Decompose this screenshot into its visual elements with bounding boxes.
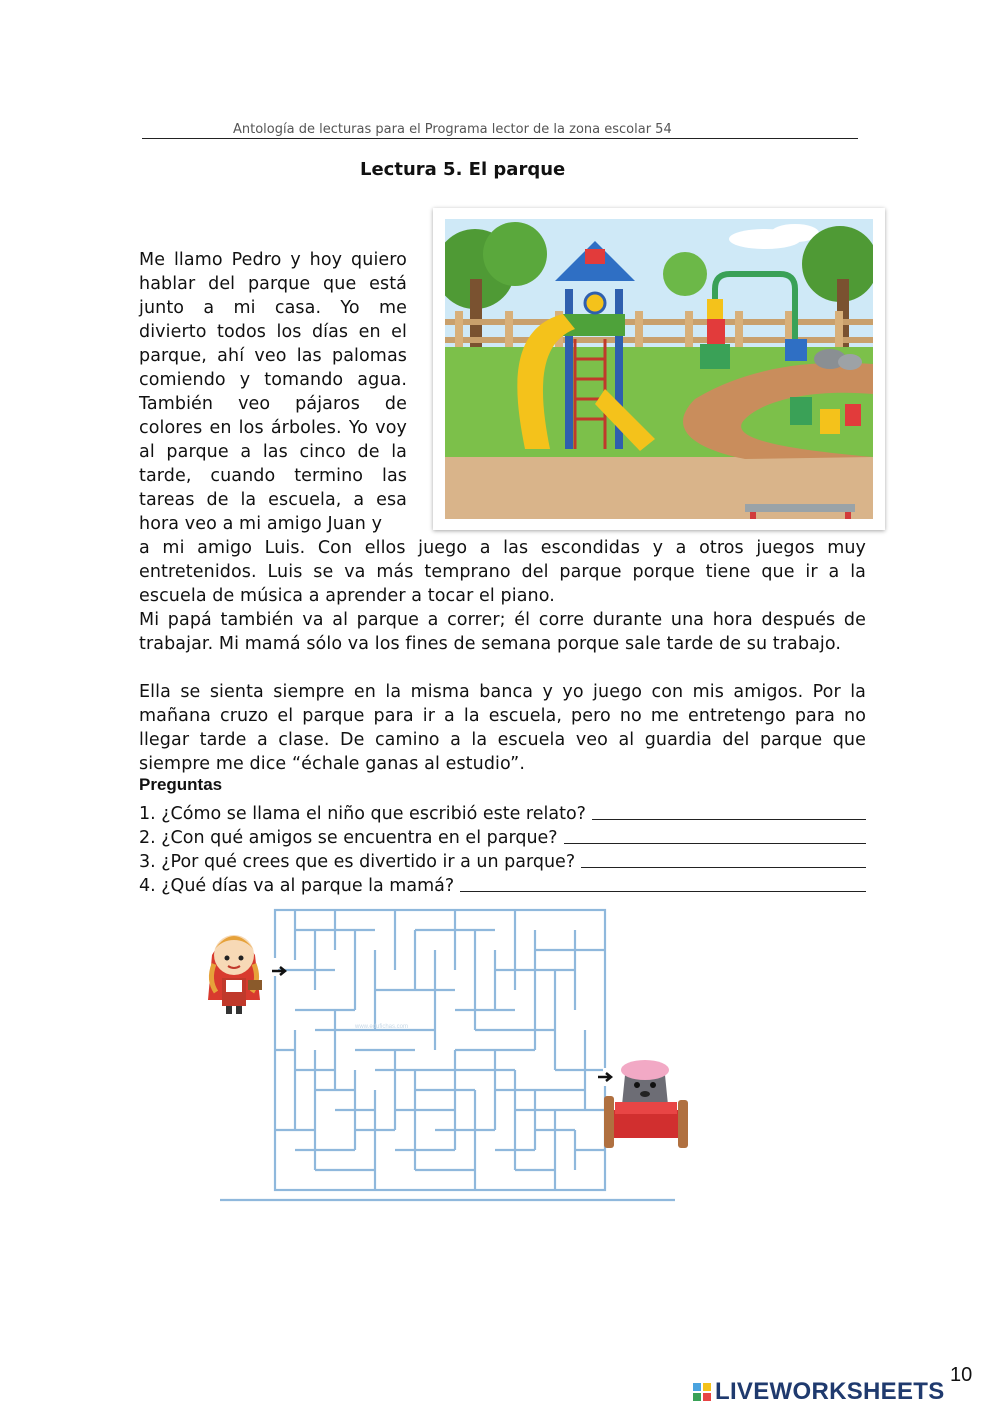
park-image [433, 208, 885, 530]
playground-illustration [445, 219, 873, 519]
header-dash [142, 138, 198, 139]
question-4-text: 4. ¿Qué días va al parque la mamá? [139, 876, 455, 896]
document-header [142, 120, 858, 139]
question-2 [139, 824, 866, 848]
red-riding-hood-icon [208, 935, 262, 1014]
answer-2-field[interactable] [564, 843, 866, 844]
reading-paragraph-1-continued: a mi amigo Luis. Con ellos juego a las escondidas y a otros juegos muy entretenidos. Luis se va más temprano del parque porque tiene que ir a la escuela de música a aprender a tocar el piano. [139, 538, 866, 606]
answer-1-field[interactable] [592, 819, 866, 820]
page-number: 10 [950, 1364, 973, 1386]
answer-3-field[interactable] [581, 867, 866, 868]
header-text: Antología de lecturas para el Programa lector de la zona escolar 54 [233, 122, 672, 137]
question-4 [139, 872, 866, 896]
question-3 [139, 848, 866, 872]
maze-illustration [200, 900, 700, 1210]
reading-paragraph-2: Mi papá también va al parque a correr; él corre durante una hora después de trabajar. Mi mamá sólo va los fines de semana porque sale tarde de su trabajo. [139, 610, 866, 654]
answer-4-field[interactable] [460, 891, 866, 892]
maze-watermark: www.edufichas.com [355, 1024, 409, 1030]
page-title: Lectura 5. El parque [360, 159, 566, 180]
questions-heading: Preguntas [139, 775, 223, 794]
wolf-in-bed-icon [604, 1060, 688, 1148]
question-1 [139, 800, 866, 824]
question-2-text: 2. ¿Con qué amigos se encuentra en el parque? [139, 828, 558, 848]
maze-image [200, 900, 700, 1215]
question-1-text: 1. ¿Cómo se llama el niño que escribió este relato? [139, 804, 586, 824]
logo-blocks-icon [693, 1383, 711, 1401]
logo-text: LIVEWORKSHEETS [715, 1378, 945, 1405]
liveworksheets-logo[interactable] [693, 1378, 945, 1406]
reading-paragraph-1-column: Me llamo Pedro y hoy quiero hablar del parque que está junto a mi casa. Yo me divierto todos los días en el parque, ahí veo las palomas comiendo y tomando agua. También veo pájaros de colores en los árboles. Yo voy al parque a las cinco de la tarde, cuando termino las tareas de la escuela, a esa hora veo a mi amigo Juan y [139, 250, 407, 534]
question-3-text: 3. ¿Por qué crees que es divertido ir a un parque? [139, 852, 576, 872]
reading-paragraph-3: Ella se sienta siempre en la misma banca y yo juego con mis amigos. Por la mañana cruzo el parque para ir a la escuela, pero no me entretengo para no llegar tarde a clase. De camino a la escuela veo al guardia del parque que siempre me dice “échale ganas al estudio”. [139, 682, 866, 774]
